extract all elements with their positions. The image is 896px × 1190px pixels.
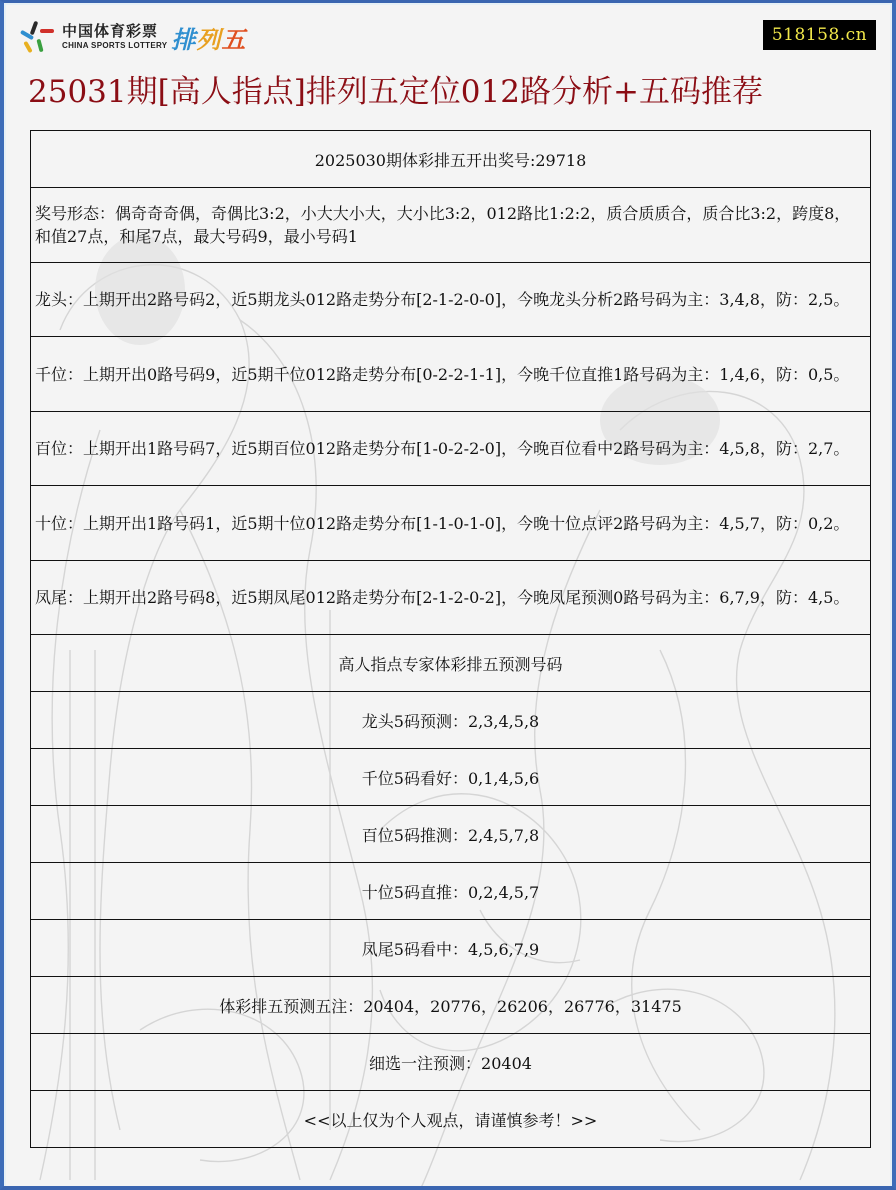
pailie-five-logo: 排列五: [171, 25, 247, 54]
five-bets-prediction: 体彩排五预测五注：20404，20776，26206，26776，31475: [31, 977, 871, 1034]
table-row: [31, 486, 871, 561]
lottery-star-icon: [18, 19, 56, 55]
prediction-header: 高人指点专家体彩排五预测号码: [31, 635, 871, 692]
draw-result: 2025030期体彩排五开出奖号:29718: [31, 131, 871, 188]
china-sports-lottery-logo: [18, 18, 246, 56]
five-code-baiwei: 百位5码推测：2,4,5,7,8: [31, 806, 871, 863]
table-row: [31, 635, 871, 692]
analysis-table: [30, 130, 871, 1148]
logo-text: [62, 24, 167, 50]
table-row: [31, 337, 871, 412]
analysis-longtou: 龙头：上期开出2路号码2，近5期龙头012路走势分布[2-1-2-0-0]，今晚龙头分析2路号码为主：3,4,8，防：2,5。: [31, 263, 871, 337]
site-badge: 518158.cn: [763, 20, 876, 50]
table-row: [31, 1034, 871, 1091]
analysis-baiwei: 百位：上期开出1路号码7，近5期百位012路走势分布[1-0-2-2-0]，今晚百位看中2路号码为主：4,5,8，防：2,7。: [31, 412, 871, 486]
table-row: [31, 806, 871, 863]
table-row: [31, 131, 871, 188]
analysis-fengwei: 凤尾：上期开出2路号码8，近5期凤尾012路走势分布[2-1-2-0-2]，今晚凤尾预测0路号码为主：6,7,9，防：4,5。: [31, 561, 871, 635]
table-row: [31, 977, 871, 1034]
analysis-qianwei: 千位：上期开出0路号码9，近5期千位012路走势分布[0-2-2-1-1]，今晚千位直推1路号码为主：1,4,6，防：0,5。: [31, 337, 871, 412]
analysis-shiwei: 十位：上期开出1路号码1，近5期十位012路走势分布[1-1-0-1-0]，今晚十位点评2路号码为主：4,5,7，防：0,2。: [31, 486, 871, 561]
disclaimer: <<以上仅为个人观点，请谨慎参考！>>: [31, 1091, 871, 1148]
page-header: [0, 0, 896, 58]
table-row: [31, 920, 871, 977]
five-code-fengwei: 凤尾5码看中：4,5,6,7,9: [31, 920, 871, 977]
table-row: [31, 412, 871, 486]
five-code-longtou: 龙头5码预测：2,3,4,5,8: [31, 692, 871, 749]
single-bet-prediction: 细选一注预测：20404: [31, 1034, 871, 1091]
logo-chinese-name: 中国体育彩票: [62, 22, 159, 40]
table-row: [31, 749, 871, 806]
five-code-shiwei: 十位5码直推：0,2,4,5,7: [31, 863, 871, 920]
table-row: [31, 692, 871, 749]
table-row: [31, 863, 871, 920]
logo-english-name: CHINA SPORTS LOTTERY: [62, 41, 168, 50]
table-row: [31, 263, 871, 337]
number-pattern: 奖号形态：偶奇奇奇偶，奇偶比3:2，小大大小大，大小比3:2，012路比1:2:2，质合质质合，质合比3:2，跨度8，和值27点，和尾7点，最大号码9，最小号码1: [31, 188, 871, 263]
table-row: [31, 561, 871, 635]
table-row: [31, 188, 871, 263]
table-row: [31, 1091, 871, 1148]
page-title: 25031期[高人指点]排列五定位012路分析+五码推荐: [28, 74, 763, 110]
five-code-qianwei: 千位5码看好：0,1,4,5,6: [31, 749, 871, 806]
